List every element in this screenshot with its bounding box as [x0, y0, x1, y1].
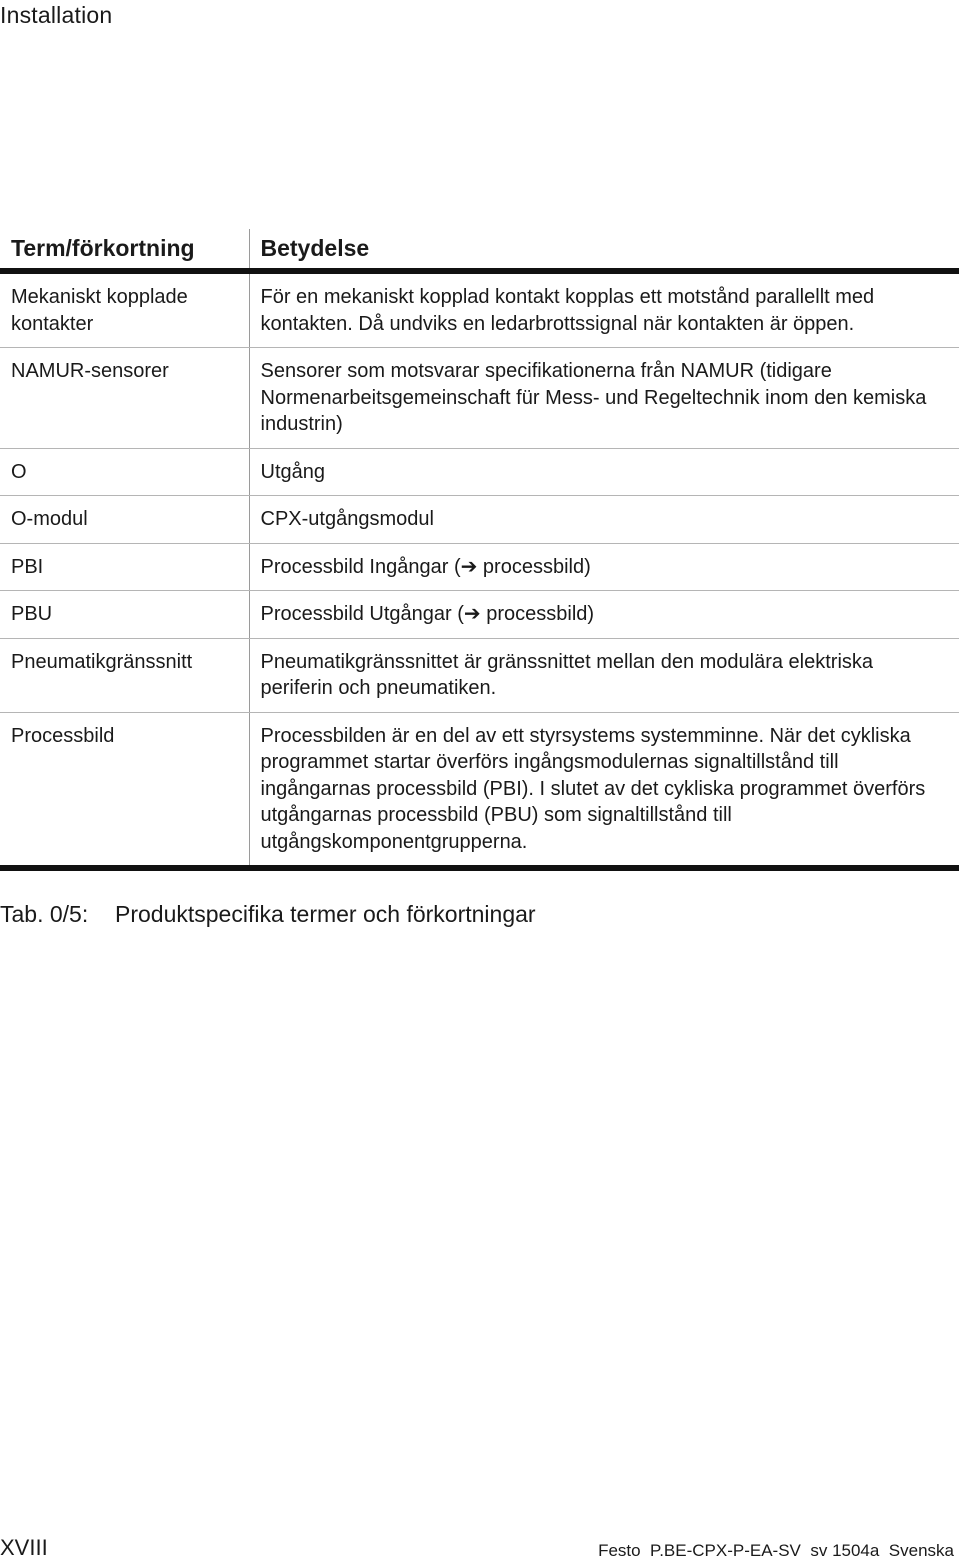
term-cell: PBI — [0, 543, 249, 591]
definition-cell: CPX-utgångsmodul — [249, 496, 959, 544]
term-cell: Pneumatikgränssnitt — [0, 638, 249, 712]
term-cell: Processbild — [0, 712, 249, 868]
definition-cell: För en mekaniskt kopplad kontakt kopplas ett motstånd parallellt med kontakten. Då undviks en ledarbrottssignal när kontakten är öppen. — [249, 271, 959, 348]
table-row — [0, 448, 959, 496]
terms-table — [0, 229, 959, 871]
section-title: Installation — [0, 2, 113, 28]
table-caption — [0, 899, 536, 929]
table-row — [0, 591, 959, 639]
table-row — [0, 543, 959, 591]
definition-cell: Processbilden är en del av ett styrsystems systemminne. När det cykliska programmet startar överförs ingångsmodulernas signaltillstånd till ingångarnas processbild (PBI). I slutet av det cykliska programmet överförs utgångarnas processbild (PBU) som signaltillstånd till utgångskomponentgrupperna. — [249, 712, 959, 868]
definition-cell: Processbild Ingångar (➔ processbild) — [249, 543, 959, 591]
table-row — [0, 496, 959, 544]
table-row — [0, 712, 959, 868]
table-row — [0, 348, 959, 449]
term-cell: PBU — [0, 591, 249, 639]
table-row — [0, 638, 959, 712]
term-cell: O-modul — [0, 496, 249, 544]
definition-cell: Sensorer som motsvarar specifikationerna från NAMUR (tidigare Normenarbeitsgemeinschaft für Mess- und Regeltechnik inom den kemiska industrin) — [249, 348, 959, 449]
table-header-row — [0, 229, 959, 271]
table-row — [0, 271, 959, 348]
term-cell: Mekaniskt kopplade kontakter — [0, 271, 249, 348]
caption-label: Tab. 0/5: — [0, 901, 89, 927]
definition-cell: Utgång — [249, 448, 959, 496]
page-number: XVIII — [0, 1535, 48, 1560]
column-header-term: Term/förkortning — [0, 229, 249, 271]
term-cell: NAMUR-sensorer — [0, 348, 249, 449]
caption-text: Produktspecifika termer och förkortningar — [115, 901, 536, 927]
column-header-definition: Betydelse — [249, 229, 959, 271]
document-reference: Festo P.BE-CPX-P-EA-SV sv 1504a Svenska — [598, 1541, 954, 1560]
term-cell: O — [0, 448, 249, 496]
definition-cell: Processbild Utgångar (➔ processbild) — [249, 591, 959, 639]
definition-cell: Pneumatikgränssnittet är gränssnittet mellan den modulära elektriska periferin och pneumatiken. — [249, 638, 959, 712]
